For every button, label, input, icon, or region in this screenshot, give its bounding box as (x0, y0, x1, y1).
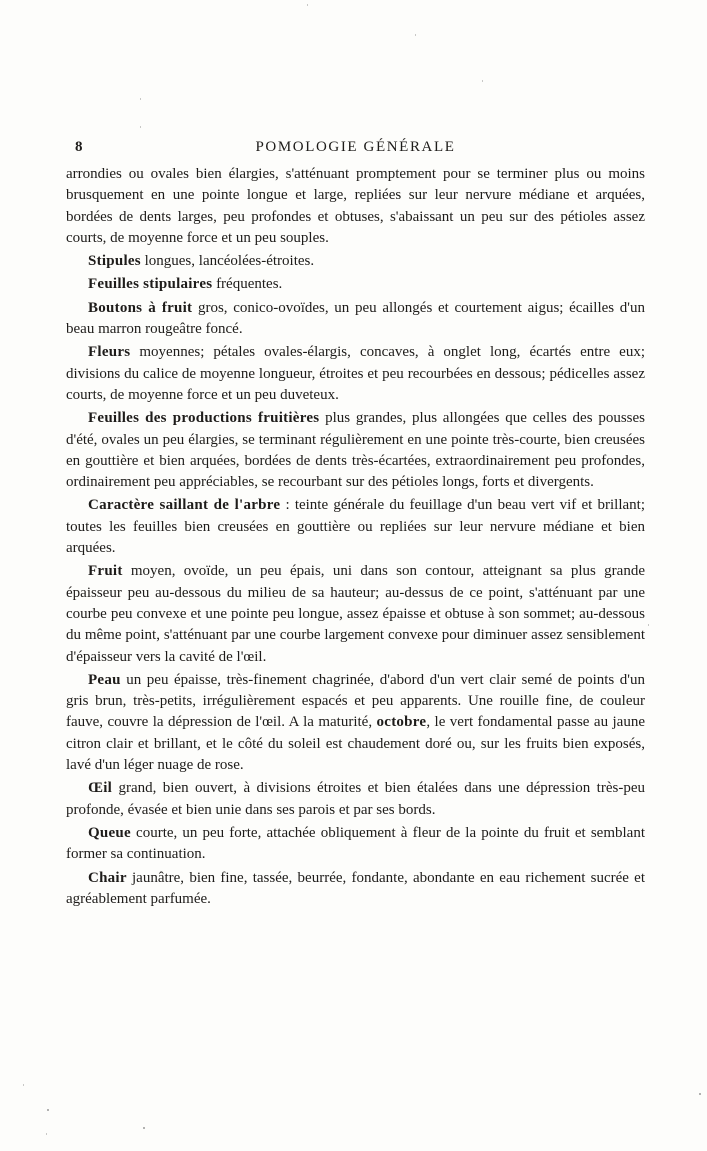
paragraph-lead: Feuilles des productions fruitières (88, 410, 320, 427)
scan-noise-dot (46, 1133, 47, 1135)
paragraph-bold-word: octobre (376, 714, 427, 731)
paragraph-lead: Feuilles stipulaires (88, 276, 213, 293)
scan-noise-dot (23, 1084, 24, 1086)
paragraph (66, 251, 645, 272)
scan-noise-dot (482, 80, 483, 82)
paragraph-text: courte, un peu forte, attachée obliquement à fleur de la pointe du fruit et semblant former sa continuation. (66, 824, 645, 863)
paragraph (66, 778, 645, 821)
scan-noise-dot (415, 34, 416, 36)
paragraph-text: plus grandes, plus allongées que celles des pousses d'été, ovales un peu élargies, se terminant régulièrement en une pointe très-courte, bien creusées en gouttière et bien arquées, bordées de dents très-écartées, extraordinairement peu profondes, ordinairement peu appréciables, se recourbant sur des pétioles longs, forts et divergents. (66, 410, 645, 491)
paragraph-text: gros, conico-ovoïdes, un peu allongés et courtement aigus; écailles d'un beau marron rougeâtre foncé. (66, 299, 645, 338)
paragraph-text: arrondies ou ovales bien élargies, s'atténuant promptement pour se terminer plus ou moins brusquement en une pointe longue et large, repliées sur leur nervure médiane et arquées, bordées de dents larges, peu profondes et obtuses, s'abaissant un peu sur des pétioles assez courts, de moyenne force et un peu souples. (66, 166, 645, 246)
paragraph-lead: Boutons à fruit (88, 299, 193, 316)
page-number: 8 (75, 139, 83, 155)
scan-noise-dot (307, 4, 308, 6)
paragraph-lead: Queue (88, 824, 131, 841)
paragraph (66, 298, 645, 341)
paragraph-text-after: , le vert fondamental passe au jaune citron clair et brillant, et le côté du soleil est chaudement doré ou, sur les fruits bien exposés, lavé d'un léger nuage de rose. (66, 714, 645, 774)
paragraph (66, 670, 645, 776)
paragraph-text: fréquentes. (212, 276, 283, 293)
paragraph (66, 342, 645, 406)
page-title: POMOLOGIE GÉNÉRALE (255, 139, 456, 155)
paragraph (66, 495, 645, 559)
paragraph (66, 823, 645, 866)
paragraph (66, 274, 645, 295)
paragraph-lead: Peau (88, 671, 121, 688)
paragraph-text: moyen, ovoïde, un peu épais, uni dans son contour, atteignant sa plus grande épaisseur peu au-dessous du milieu de sa hauteur; au-dessus de ce point, s'atténuant par une courbe peu convexe et une pointe peu longue, assez épaisse et obtuse à son sommet; au-dessous du même point, s'atténuant par une courbe largement convexe pour diminuer assez sensiblement d'épaisseur vers la cavité de l'œil. (66, 563, 645, 665)
paragraph (66, 408, 645, 493)
paragraph-lead: Stipules (88, 253, 141, 270)
scan-noise-dot (140, 126, 141, 128)
paragraph-lead: Chair (88, 869, 127, 886)
scan-noise-dot (143, 1127, 145, 1129)
paragraph (66, 868, 645, 911)
text-block (66, 164, 645, 912)
paragraph-text: jaunâtre, bien fine, tassée, beurrée, fondante, abondante en eau richement sucrée et agréablement parfumée. (66, 869, 645, 907)
scan-noise-dot (648, 624, 649, 626)
paragraph-text: : teinte générale du feuillage d'un beau vert vif et brillant; toutes les feuilles bien creusées en gouttière ou repliées sur leur nervure médiane et bien arquées. (66, 497, 645, 557)
scan-noise-dot (699, 1093, 701, 1095)
scan-noise-dot (47, 1109, 49, 1111)
paragraph-lead: Œil (88, 780, 113, 797)
scan-noise-dot (140, 98, 141, 100)
running-header (66, 139, 645, 159)
paragraph-text: longues, lancéolées-étroites. (140, 253, 315, 270)
paragraph-lead: Fleurs (88, 344, 131, 361)
paragraph-lead: Fruit (88, 563, 123, 580)
paragraph-text: grand, bien ouvert, à divisions étroites et bien étalées dans une dépression très-peu profonde, évasée et bien unie dans ses parois et par ses bords. (66, 780, 645, 818)
paragraph-text: un peu épaisse, très-finement chagrinée, d'abord d'un vert clair semé de points d'un gris brun, très-petits, irrégulièrement espacés et peu apparents. Une rouille fine, de couleur fauve, couvre la dépression de l'œil. A la maturité, (66, 671, 645, 731)
paragraph-lead: Caractère saillant de l'arbre (88, 497, 281, 514)
paragraph (66, 164, 645, 249)
paragraph-text: moyennes; pétales ovales-élargis, concaves, à onglet long, écartés entre eux; divisions du calice de moyenne longueur, étroites et peu recourbées en dessous; pédicelles assez courts, de moyenne force et un peu duveteux. (66, 344, 645, 403)
paragraph (66, 561, 645, 667)
